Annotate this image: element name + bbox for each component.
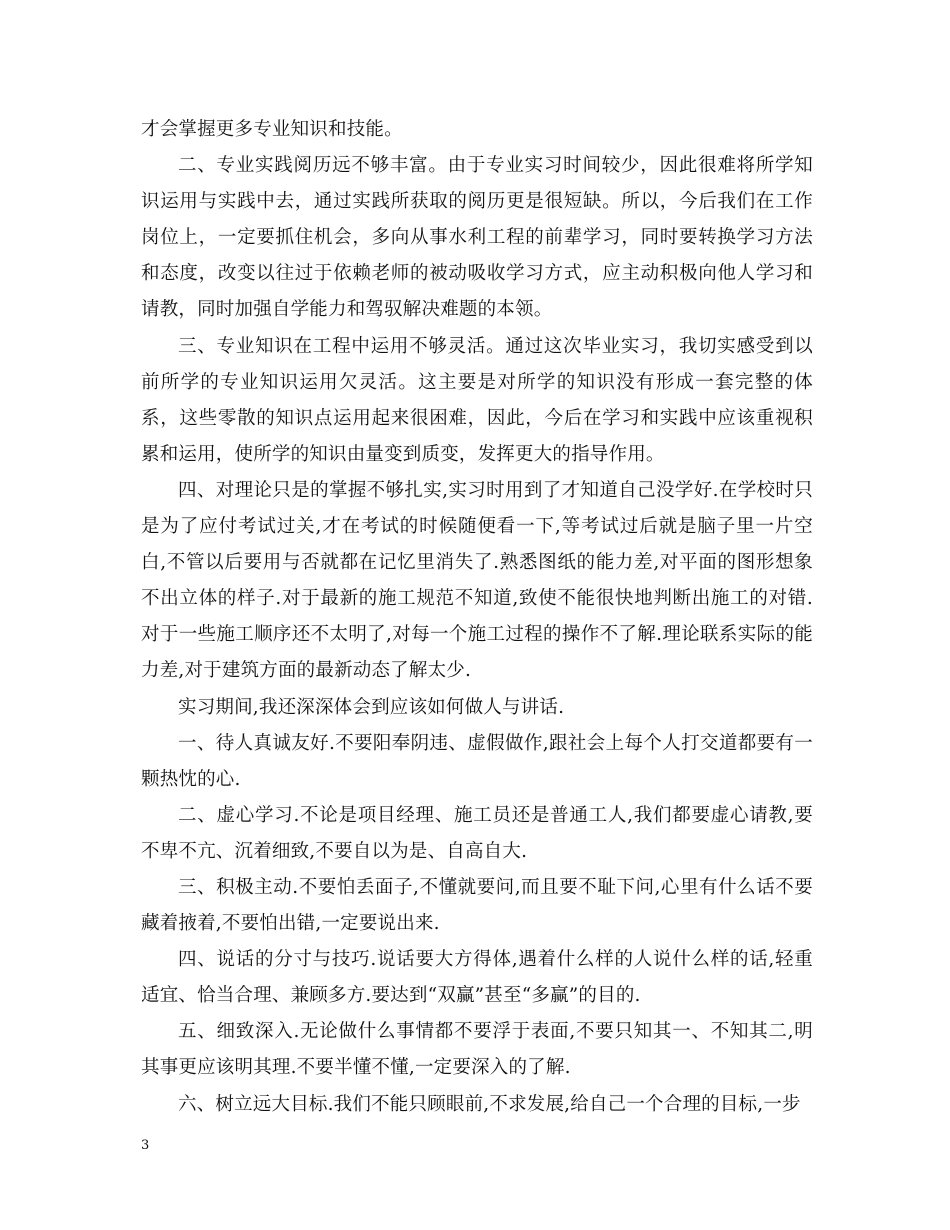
paragraph-proactive: 三、积极主动.不要怕丢面子,不懂就要问,而且要不耻下问,心里有什么话不要藏着掖着,不要怕出错,一定要说出来.	[141, 876, 813, 935]
paragraph-internship-reflection: 实习期间,我还深深体会到应该如何做人与讲话.	[178, 696, 565, 718]
paragraph-continuation: 才会掌握更多专业知识和技能。	[141, 119, 403, 140]
paragraph-practice-experience: 二、专业实践阅历远不够丰富。由于专业实习时间较少，因此很难将所学知识运用与实践中去，通过实践所获取的阅历更是很短缺。所以，今后我们在工作岗位上，一定要抓住机会，多向从事水利工程的前辈学习，同时要转换学习方法和态度，改变以往过于依赖老师的被动吸收学习方式，应主动积极向他人学习和请教，同时加强自学能力和驾驭解决难题的本领。	[141, 155, 813, 321]
page-number: 3	[141, 1138, 150, 1153]
paragraph-humble-learning: 二、虚心学习.不论是项目经理、施工员还是普通工人,我们都要虚心请教,要不卑不亢、沉着细致,不要自以为是、自高自大.	[141, 804, 813, 862]
paragraph-speaking-skills: 四、说话的分寸与技巧.说话要大方得体,遇着什么样的人说什么样的话,轻重适宜、恰当合理、兼顾多方.要达到“双赢”甚至“多赢”的目的.	[141, 949, 813, 1007]
paragraph-sincerity: 一、待人真诚友好.不要阳奉阴违、虚假做作,跟社会上每个人打交道都要有一颗热忱的心.	[141, 732, 813, 790]
document-body	[141, 112, 813, 1123]
paragraph-knowledge-application: 三、专业知识在工程中运用不够灵活。通过这次毕业实习，我切实感受到以前所学的专业知识运用欠灵活。这主要是对所学的知识没有形成一套完整的体系，这些零散的知识点运用起来很困难，因此，今后在学习和实践中应该重视积累和运用，使所学的知识由量变到质变，发挥更大的指导作用。	[141, 335, 813, 465]
paragraph-goals: 六、树立远大目标.我们不能只顾眼前,不求发展,给自己一个合理的目标,一步	[178, 1093, 801, 1115]
paragraph-theory-mastery: 四、对理论只是的掌握不够扎实,实习时用到了才知道自己没学好.在学校时只是为了应付考试过关,才在考试的时候随便看一下,等考试过后就是脑子里一片空白,不管以后要用与否就都在记忆里消失了.熟悉图纸的能力差,对平面的图形想象不出立体的样子.对于最新的施工规范不知道,致使不能很快地判断出施工的对错.对于一些施工顺序还不太明了,对每一个施工过程的操作不了解.理论联系实际的能力差,对于建筑方面的最新动态了解太少.	[141, 479, 813, 682]
paragraph-thoroughness: 五、细致深入.无论做什么事情都不要浮于表面,不要只知其一、不知其二,明其事更应该明其理.不要半懂不懂,一定要深入的了解.	[141, 1021, 813, 1079]
